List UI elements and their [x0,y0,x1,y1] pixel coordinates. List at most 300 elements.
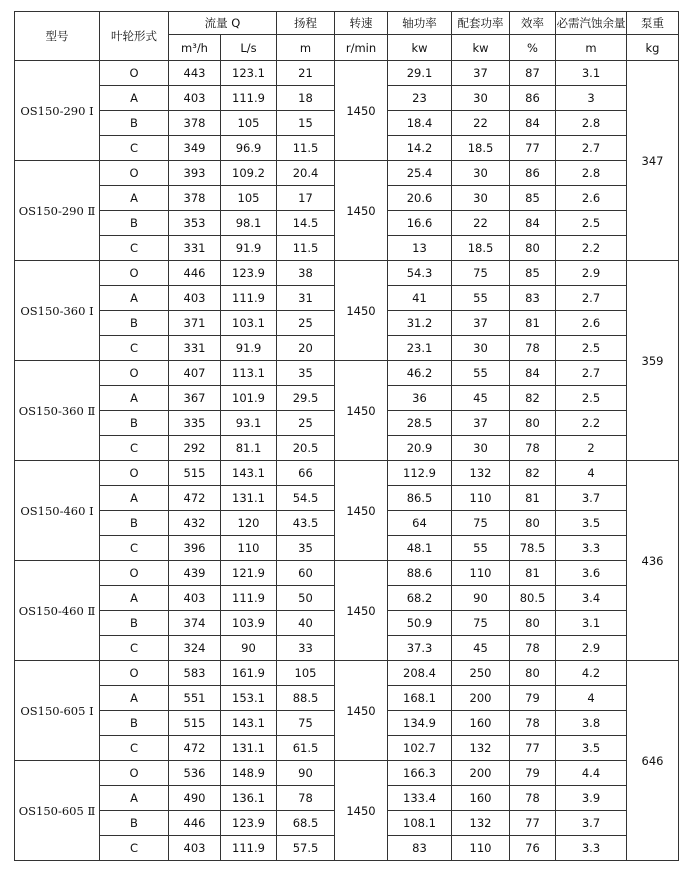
flow-m3h-cell: 403 [169,586,221,611]
impeller-cell: C [100,136,169,161]
head-cell: 75 [277,711,335,736]
npsh-cell: 2.8 [556,161,627,186]
motor-power-cell: 75 [452,261,510,286]
motor-power-cell: 160 [452,786,510,811]
flow-ls-cell: 96.9 [221,136,277,161]
flow-ls-cell: 121.9 [221,561,277,586]
shaft-power-cell: 37.3 [388,636,452,661]
efficiency-cell: 78 [510,436,556,461]
shaft-power-cell: 46.2 [388,361,452,386]
npsh-cell: 3.3 [556,536,627,561]
unit-head: m [277,35,335,61]
shaft-power-cell: 23.1 [388,336,452,361]
npsh-cell: 2.8 [556,111,627,136]
head-cell: 90 [277,761,335,786]
head-cell: 15 [277,111,335,136]
unit-shaft-power: kw [388,35,452,61]
pump-spec-table [14,11,679,861]
shaft-power-cell: 134.9 [388,711,452,736]
npsh-cell: 2.9 [556,636,627,661]
header-flow: 流量 Q [169,12,277,35]
flow-ls-cell: 131.1 [221,736,277,761]
npsh-cell: 3.5 [556,511,627,536]
motor-power-cell: 132 [452,736,510,761]
flow-m3h-cell: 403 [169,286,221,311]
efficiency-cell: 78 [510,636,556,661]
npsh-cell: 3.7 [556,486,627,511]
table-row [15,361,679,386]
motor-power-cell: 30 [452,86,510,111]
header-model: 型号 [15,12,100,61]
efficiency-cell: 86 [510,86,556,111]
efficiency-cell: 80 [510,236,556,261]
flow-m3h-cell: 349 [169,136,221,161]
efficiency-cell: 80.5 [510,586,556,611]
table-row [15,61,679,86]
flow-m3h-cell: 331 [169,336,221,361]
impeller-cell: B [100,211,169,236]
impeller-cell: C [100,236,169,261]
flow-m3h-cell: 403 [169,86,221,111]
pump-spec-table-container [14,11,679,861]
head-cell: 40 [277,611,335,636]
efficiency-cell: 80 [510,411,556,436]
flow-m3h-cell: 583 [169,661,221,686]
flow-m3h-cell: 407 [169,361,221,386]
shaft-power-cell: 16.6 [388,211,452,236]
header-speed: 转速 [335,12,388,35]
npsh-cell: 4.4 [556,761,627,786]
shaft-power-cell: 102.7 [388,736,452,761]
impeller-cell: C [100,336,169,361]
motor-power-cell: 110 [452,836,510,861]
head-cell: 11.5 [277,236,335,261]
header-weight: 泵重 [627,12,679,35]
weight-cell: 347 [627,61,679,261]
flow-ls-cell: 109.2 [221,161,277,186]
efficiency-cell: 81 [510,486,556,511]
motor-power-cell: 30 [452,161,510,186]
npsh-cell: 2.6 [556,311,627,336]
efficiency-cell: 84 [510,361,556,386]
speed-cell: 1450 [335,761,388,861]
npsh-cell: 2.2 [556,411,627,436]
efficiency-cell: 80 [510,611,556,636]
flow-ls-cell: 91.9 [221,336,277,361]
header-shaft-power: 轴功率 [388,12,452,35]
flow-m3h-cell: 515 [169,461,221,486]
efficiency-cell: 82 [510,461,556,486]
npsh-cell: 3.1 [556,611,627,636]
flow-ls-cell: 131.1 [221,486,277,511]
shaft-power-cell: 25.4 [388,161,452,186]
flow-m3h-cell: 443 [169,61,221,86]
efficiency-cell: 83 [510,286,556,311]
shaft-power-cell: 208.4 [388,661,452,686]
flow-ls-cell: 123.1 [221,61,277,86]
impeller-cell: O [100,161,169,186]
efficiency-cell: 76 [510,836,556,861]
npsh-cell: 3.4 [556,586,627,611]
efficiency-cell: 80 [510,511,556,536]
shaft-power-cell: 28.5 [388,411,452,436]
head-cell: 38 [277,261,335,286]
impeller-cell: A [100,386,169,411]
impeller-cell: C [100,636,169,661]
shaft-power-cell: 18.4 [388,111,452,136]
motor-power-cell: 22 [452,111,510,136]
flow-m3h-cell: 446 [169,811,221,836]
motor-power-cell: 45 [452,636,510,661]
model-cell: OS150-360 Ⅱ [15,361,100,461]
table-row [15,161,679,186]
motor-power-cell: 18.5 [452,236,510,261]
speed-cell: 1450 [335,261,388,361]
flow-m3h-cell: 439 [169,561,221,586]
flow-ls-cell: 93.1 [221,411,277,436]
efficiency-cell: 78 [510,336,556,361]
flow-m3h-cell: 378 [169,111,221,136]
efficiency-cell: 79 [510,761,556,786]
npsh-cell: 4.2 [556,661,627,686]
head-cell: 88.5 [277,686,335,711]
header-npsh: 必需汽蚀余量 [556,12,627,35]
motor-power-cell: 37 [452,411,510,436]
flow-m3h-cell: 331 [169,236,221,261]
flow-ls-cell: 98.1 [221,211,277,236]
head-cell: 78 [277,786,335,811]
motor-power-cell: 45 [452,386,510,411]
npsh-cell: 2 [556,436,627,461]
head-cell: 35 [277,536,335,561]
flow-ls-cell: 101.9 [221,386,277,411]
speed-cell: 1450 [335,161,388,261]
motor-power-cell: 250 [452,661,510,686]
motor-power-cell: 75 [452,611,510,636]
flow-ls-cell: 91.9 [221,236,277,261]
flow-m3h-cell: 432 [169,511,221,536]
model-cell: OS150-605 Ⅱ [15,761,100,861]
flow-m3h-cell: 353 [169,211,221,236]
flow-ls-cell: 103.1 [221,311,277,336]
flow-m3h-cell: 536 [169,761,221,786]
header-head: 扬程 [277,12,335,35]
impeller-cell: O [100,661,169,686]
shaft-power-cell: 108.1 [388,811,452,836]
efficiency-cell: 79 [510,686,556,711]
unit-npsh: m [556,35,627,61]
motor-power-cell: 55 [452,286,510,311]
npsh-cell: 4 [556,461,627,486]
impeller-cell: O [100,561,169,586]
motor-power-cell: 37 [452,61,510,86]
impeller-cell: O [100,761,169,786]
efficiency-cell: 78 [510,711,556,736]
shaft-power-cell: 14.2 [388,136,452,161]
flow-ls-cell: 103.9 [221,611,277,636]
npsh-cell: 2.5 [556,336,627,361]
header-efficiency: 效率 [510,12,556,35]
flow-m3h-cell: 472 [169,486,221,511]
table-row [15,661,679,686]
npsh-cell: 2.7 [556,136,627,161]
npsh-cell: 2.2 [556,236,627,261]
impeller-cell: C [100,836,169,861]
speed-cell: 1450 [335,461,388,561]
efficiency-cell: 78 [510,786,556,811]
efficiency-cell: 80 [510,661,556,686]
flow-ls-cell: 143.1 [221,461,277,486]
head-cell: 35 [277,361,335,386]
efficiency-cell: 87 [510,61,556,86]
motor-power-cell: 30 [452,436,510,461]
flow-m3h-cell: 551 [169,686,221,711]
efficiency-cell: 85 [510,261,556,286]
impeller-cell: A [100,86,169,111]
table-row [15,461,679,486]
motor-power-cell: 37 [452,311,510,336]
impeller-cell: A [100,686,169,711]
head-cell: 25 [277,411,335,436]
head-cell: 20 [277,336,335,361]
impeller-cell: O [100,61,169,86]
impeller-cell: O [100,461,169,486]
flow-ls-cell: 148.9 [221,761,277,786]
shaft-power-cell: 41 [388,286,452,311]
shaft-power-cell: 64 [388,511,452,536]
npsh-cell: 2.7 [556,361,627,386]
head-cell: 14.5 [277,211,335,236]
npsh-cell: 3.7 [556,811,627,836]
motor-power-cell: 160 [452,711,510,736]
model-cell: OS150-605 Ⅰ [15,661,100,761]
head-cell: 61.5 [277,736,335,761]
model-cell: OS150-460 Ⅰ [15,461,100,561]
npsh-cell: 3.5 [556,736,627,761]
npsh-cell: 2.6 [556,186,627,211]
motor-power-cell: 90 [452,586,510,611]
shaft-power-cell: 13 [388,236,452,261]
flow-ls-cell: 90 [221,636,277,661]
flow-ls-cell: 143.1 [221,711,277,736]
model-cell: OS150-290 Ⅰ [15,61,100,161]
head-cell: 57.5 [277,836,335,861]
motor-power-cell: 30 [452,336,510,361]
motor-power-cell: 200 [452,761,510,786]
shaft-power-cell: 36 [388,386,452,411]
header-row-top [15,12,679,35]
speed-cell: 1450 [335,561,388,661]
efficiency-cell: 82 [510,386,556,411]
weight-cell: 359 [627,261,679,461]
speed-cell: 1450 [335,61,388,161]
header-motor-power: 配套功率 [452,12,510,35]
shaft-power-cell: 88.6 [388,561,452,586]
impeller-cell: B [100,411,169,436]
head-cell: 18 [277,86,335,111]
flow-ls-cell: 113.1 [221,361,277,386]
impeller-cell: O [100,361,169,386]
shaft-power-cell: 86.5 [388,486,452,511]
motor-power-cell: 110 [452,486,510,511]
efficiency-cell: 84 [510,211,556,236]
npsh-cell: 2.7 [556,286,627,311]
unit-efficiency: % [510,35,556,61]
flow-ls-cell: 111.9 [221,86,277,111]
motor-power-cell: 55 [452,361,510,386]
flow-m3h-cell: 403 [169,836,221,861]
motor-power-cell: 132 [452,461,510,486]
flow-m3h-cell: 490 [169,786,221,811]
impeller-cell: B [100,511,169,536]
flow-m3h-cell: 371 [169,311,221,336]
head-cell: 11.5 [277,136,335,161]
flow-ls-cell: 111.9 [221,836,277,861]
flow-m3h-cell: 446 [169,261,221,286]
impeller-cell: A [100,186,169,211]
flow-m3h-cell: 515 [169,711,221,736]
shaft-power-cell: 83 [388,836,452,861]
flow-m3h-cell: 378 [169,186,221,211]
model-cell: OS150-460 Ⅱ [15,561,100,661]
impeller-cell: B [100,311,169,336]
efficiency-cell: 78.5 [510,536,556,561]
impeller-cell: A [100,286,169,311]
impeller-cell: O [100,261,169,286]
npsh-cell: 3.3 [556,836,627,861]
unit-weight: kg [627,35,679,61]
header-impeller: 叶轮形式 [100,12,169,61]
npsh-cell: 3.8 [556,711,627,736]
npsh-cell: 3.6 [556,561,627,586]
npsh-cell: 3.1 [556,61,627,86]
flow-ls-cell: 111.9 [221,586,277,611]
shaft-power-cell: 29.1 [388,61,452,86]
head-cell: 20.5 [277,436,335,461]
table-row [15,561,679,586]
weight-cell: 646 [627,661,679,861]
flow-m3h-cell: 335 [169,411,221,436]
flow-ls-cell: 111.9 [221,286,277,311]
head-cell: 105 [277,661,335,686]
head-cell: 68.5 [277,811,335,836]
shaft-power-cell: 31.2 [388,311,452,336]
npsh-cell: 2.5 [556,211,627,236]
npsh-cell: 2.5 [556,386,627,411]
weight-cell: 436 [627,461,679,661]
motor-power-cell: 75 [452,511,510,536]
motor-power-cell: 18.5 [452,136,510,161]
shaft-power-cell: 23 [388,86,452,111]
model-cell: OS150-360 Ⅰ [15,261,100,361]
npsh-cell: 3.9 [556,786,627,811]
impeller-cell: A [100,786,169,811]
flow-m3h-cell: 367 [169,386,221,411]
impeller-cell: B [100,711,169,736]
impeller-cell: A [100,486,169,511]
table-row [15,261,679,286]
efficiency-cell: 77 [510,811,556,836]
npsh-cell: 3 [556,86,627,111]
head-cell: 33 [277,636,335,661]
impeller-cell: B [100,111,169,136]
shaft-power-cell: 50.9 [388,611,452,636]
flow-m3h-cell: 324 [169,636,221,661]
flow-ls-cell: 153.1 [221,686,277,711]
impeller-cell: B [100,611,169,636]
head-cell: 66 [277,461,335,486]
motor-power-cell: 30 [452,186,510,211]
npsh-cell: 4 [556,686,627,711]
unit-motor-power: kw [452,35,510,61]
motor-power-cell: 110 [452,561,510,586]
motor-power-cell: 55 [452,536,510,561]
head-cell: 17 [277,186,335,211]
head-cell: 43.5 [277,511,335,536]
motor-power-cell: 22 [452,211,510,236]
flow-m3h-cell: 292 [169,436,221,461]
shaft-power-cell: 166.3 [388,761,452,786]
flow-m3h-cell: 396 [169,536,221,561]
flow-ls-cell: 105 [221,186,277,211]
flow-m3h-cell: 374 [169,611,221,636]
efficiency-cell: 77 [510,736,556,761]
table-row [15,761,679,786]
head-cell: 31 [277,286,335,311]
impeller-cell: B [100,811,169,836]
unit-flow-ls: L/s [221,35,277,61]
impeller-cell: C [100,536,169,561]
flow-ls-cell: 161.9 [221,661,277,686]
efficiency-cell: 84 [510,111,556,136]
unit-flow-m3h: m³/h [169,35,221,61]
impeller-cell: A [100,586,169,611]
speed-cell: 1450 [335,361,388,461]
model-cell: OS150-290 Ⅱ [15,161,100,261]
flow-ls-cell: 123.9 [221,811,277,836]
flow-ls-cell: 120 [221,511,277,536]
efficiency-cell: 85 [510,186,556,211]
shaft-power-cell: 133.4 [388,786,452,811]
shaft-power-cell: 112.9 [388,461,452,486]
motor-power-cell: 200 [452,686,510,711]
efficiency-cell: 86 [510,161,556,186]
shaft-power-cell: 20.6 [388,186,452,211]
speed-cell: 1450 [335,661,388,761]
motor-power-cell: 132 [452,811,510,836]
head-cell: 29.5 [277,386,335,411]
flow-ls-cell: 105 [221,111,277,136]
head-cell: 60 [277,561,335,586]
flow-m3h-cell: 472 [169,736,221,761]
head-cell: 50 [277,586,335,611]
shaft-power-cell: 48.1 [388,536,452,561]
head-cell: 20.4 [277,161,335,186]
head-cell: 54.5 [277,486,335,511]
flow-ls-cell: 110 [221,536,277,561]
npsh-cell: 2.9 [556,261,627,286]
head-cell: 25 [277,311,335,336]
shaft-power-cell: 54.3 [388,261,452,286]
efficiency-cell: 81 [510,311,556,336]
flow-m3h-cell: 393 [169,161,221,186]
shaft-power-cell: 168.1 [388,686,452,711]
efficiency-cell: 77 [510,136,556,161]
flow-ls-cell: 136.1 [221,786,277,811]
head-cell: 21 [277,61,335,86]
efficiency-cell: 81 [510,561,556,586]
impeller-cell: C [100,736,169,761]
